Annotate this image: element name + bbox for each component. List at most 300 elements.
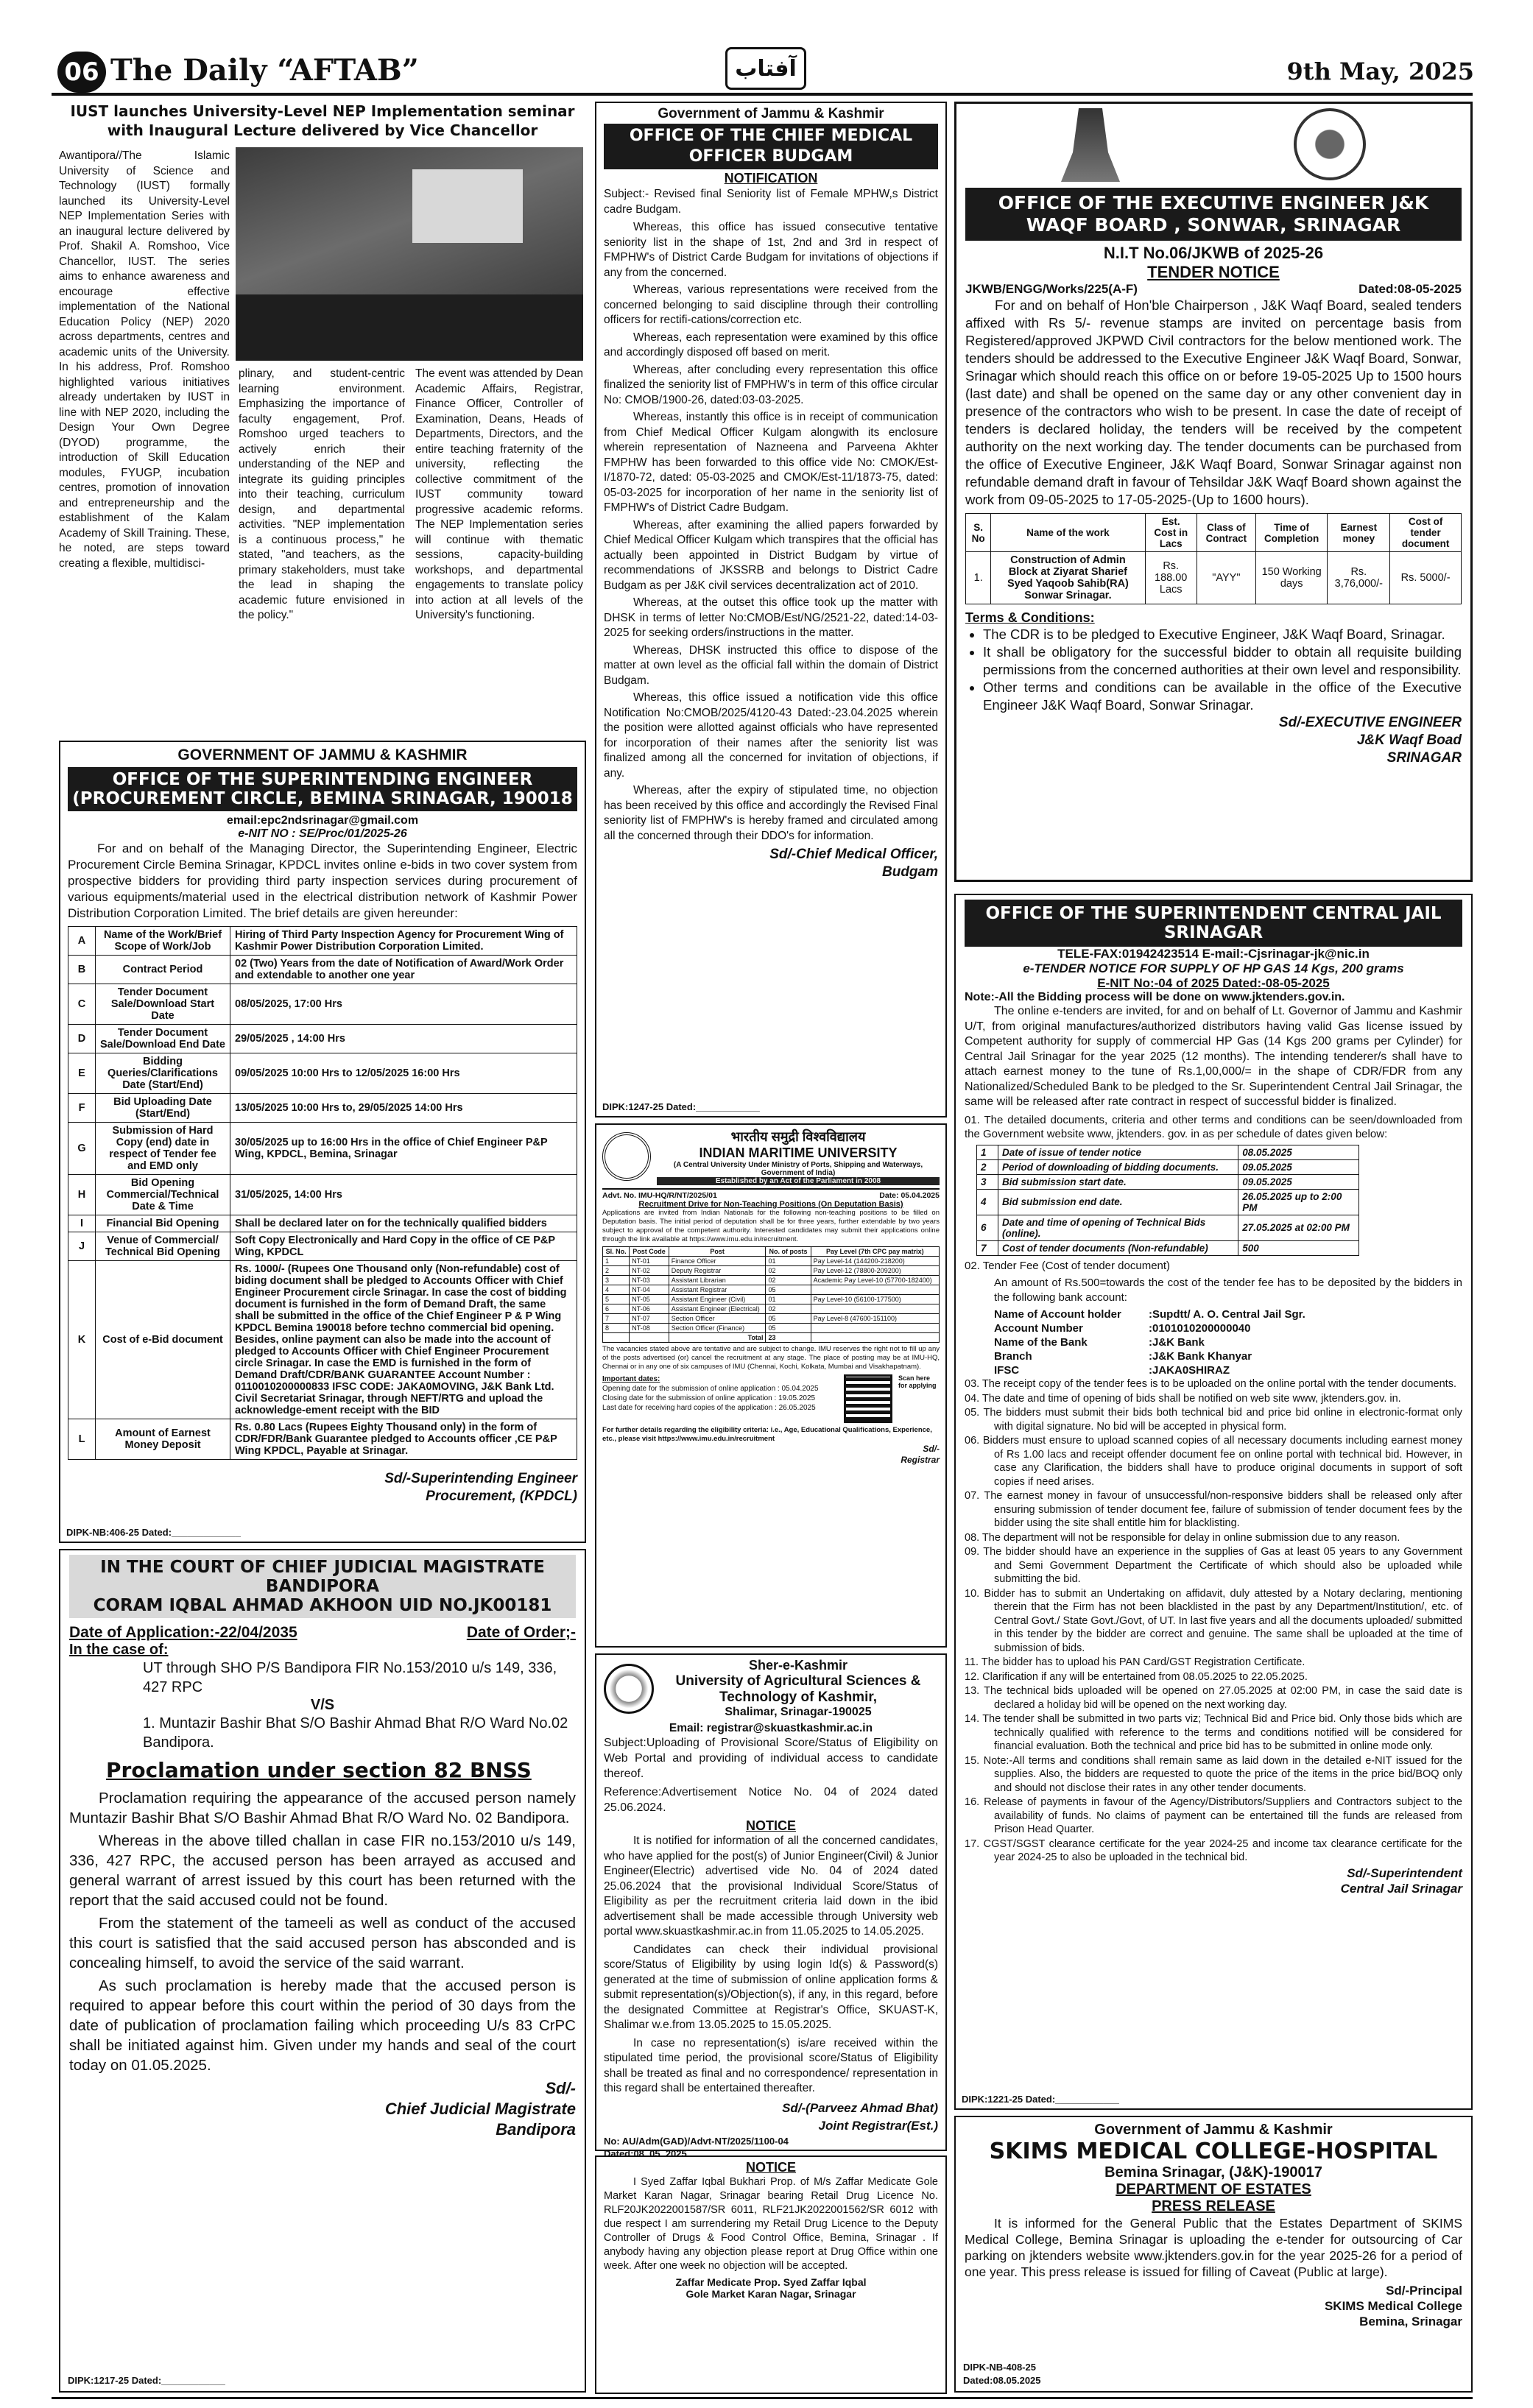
waqf-cell: "AYY" [1197, 552, 1255, 604]
imu-qr-text: Scan here for applying [898, 1374, 937, 1389]
jail-clause: 08. The department will not be responsible for delay in online submission due to any reason. [965, 1531, 1400, 1544]
jail-note: Note:-All the Bidding process will be done on www.jktenders.gov.in. [965, 991, 1345, 1003]
imu-sub-1: (A Central University Under Ministry of Ports, Shipping and Waterways, Government of India) [673, 1161, 923, 1177]
jail-clause-02b: An amount of Rs.500=towards the cost of the tender fee has to be deposited by the bidders in the following bank account: [994, 1277, 1462, 1304]
jail-date-cell: 09.05.2025 [1238, 1159, 1359, 1174]
jail-clause: 14. The tender shall be submitted in two parts viz; Technical Bid and Price bid. Only those bids which are technically qualified with reference to the terms and conditions notified will be considered for financial evaluation. Both the technical and price bid has to be submitted in online mode only. [965, 1713, 1462, 1752]
court-sig-2: Bandipora [496, 2120, 576, 2139]
imu-cell: 02 [766, 1276, 811, 1285]
se-row-value: Rs. 1000/- (Rupees One Thousand only (Non-refundable) cost of biding document shall be pledged to Accounts Officer with Chief Engineer Procurement circle Srinagar. In case the cost of bidding document is furnished in the form of Demand Draft, the same shall be submitted in the office of the Chief Engineer P & P Wing KPDCL Bemina 190018 before techno commercial bid opening. Besides, online payment can also be made into the account of pledged to Accounts Officer with Chief Engineer Procurement circle Srinagar. In case the EMD is furnished in the form of Demand Draft/CDR/BANK GUARANTEE Account Number : 0110010200000833 IFSC CODE: JAKA0MOVING, J&K Bank Ltd. Civil Secretariat Srinagar, through NEFT/RTG and upload the acknowledge-ement receipt with the BID [230, 1261, 577, 1419]
jail-clause: 09. The bidder should have an experience in the supplies of Gas at least 05 years to any Government and Semi Government Department the Certificate of which should also be uploaded while submitting the bid. [965, 1546, 1462, 1585]
jail-date-cell: Cost of tender documents (Non-refundable) [998, 1240, 1238, 1255]
se-table-row [68, 1175, 577, 1215]
cmo-subject: Subject:- Revised final Seniority list of Female MPHW,s District cadre Budgam. [604, 188, 938, 216]
jail-clause: 04. The date and time of opening of bids shall be notified on web site www, jktenders.gov. in. [965, 1392, 1401, 1405]
case-party-1: UT through SHO P/S Bandipora FIR No.153/2010 u/s 149, 336, 427 RPC [143, 1660, 557, 1695]
court-para-2: Whereas in the above tilled challan in case FIR no.153/2010 u/s 149, 336, 427 RPC, the accused person has been arrayed as accused and general warrant of arrest issued by this court has been returned with the report that the said accused could not be found. [69, 1832, 576, 1909]
imu-total-label: Total [669, 1333, 766, 1343]
jail-date-cell: 27.05.2025 at 02:00 PM [1238, 1215, 1359, 1240]
jail-date-row [977, 1145, 1359, 1159]
jail-bank-row [994, 1349, 1462, 1363]
se-title-2: (PROCUREMENT CIRCLE, BEMINA SRINAGAR, 190018 [72, 789, 573, 808]
imu-cell: NT-05 [630, 1295, 669, 1304]
imu-cell: 5 [603, 1295, 630, 1304]
cmo-paragraph: Whereas, various representations were received from the concerned belonging to said discipline through their controlling officers for rectifi-cations/correction etc. [604, 283, 938, 326]
jail-bank-label: IFSC [994, 1364, 1020, 1377]
skuast-header [604, 1658, 938, 1719]
se-row-value: 02 (Two) Years from the date of Notification of Award/Work Order and extendable to another one year [230, 956, 577, 984]
se-row-label: Amount of Earnest Money Deposit [96, 1419, 230, 1460]
jail-date-row [977, 1240, 1359, 1255]
se-table-row [68, 1123, 577, 1175]
skuast-sig-2: Joint Registrar(Est.) [818, 2118, 938, 2133]
bottom-rule [52, 2397, 1473, 2399]
court-title-1: IN THE COURT OF CHIEF JUDICIAL MAGISTRATE BANDIPORA [100, 1558, 545, 1596]
cmo-paragraph: Whereas, each representation were examined by this office and accordingly disposed off based on merit. [604, 331, 938, 359]
se-row-value: Shall be declared later on for the technically qualified bidders [230, 1215, 577, 1232]
imu-cell: NT-07 [630, 1314, 669, 1324]
cmo-paragraph: Whereas, this office has issued consecutive tentative seniority list in the shape of 1st, 2nd and 3rd in respect of FMPHW's of District Carde Budgam for invitations of objections if any from the concerned. [604, 221, 938, 279]
se-row-key: C [68, 984, 96, 1025]
iust-col3: The event was attended by Dean Academic Affairs, Registrar, Finance Officer, Controller of Examination, Deans, Heads of Departments, Directors, and the entire teaching fraternity of the university, reflecting the collective commitment of the IUST community toward progressive academic reforms. The NEP Implementation series will continue with thematic sessions, capacity-building workshops, and departmental engagements to translate policy into action at all levels of the University's functioning. [415, 367, 583, 621]
jail-date-cell: 09.05.2025 [1238, 1174, 1359, 1189]
se-table-row [68, 1215, 577, 1232]
waqf-ref: JKWB/ENGG/Works/225(A-F) [965, 282, 1138, 296]
skuast-logo-icon [604, 1664, 654, 1714]
se-row-label: Bidding Queries/Clarifications Date (Start/End) [96, 1053, 230, 1094]
waqf-sig-2: J&K Waqf Boad [1356, 732, 1462, 748]
jail-dipk: DIPK:1221-25 Dated:____________ [962, 2094, 1119, 2105]
court-para-3: From the statement of the tameeli as well as conduct of the accused this court is satisfied that the said accused person has absconded and is concealing himself, to avoid the service of the said warrant. [69, 1915, 576, 1971]
imu-cell: 05 [766, 1285, 811, 1295]
imu-cell: 05 [766, 1314, 811, 1324]
waqf-table [965, 513, 1462, 604]
skuast-dated: Dated:08 .05 .2025 [604, 2147, 687, 2159]
imu-cell: 4 [603, 1285, 630, 1295]
state-emblem-icon [1061, 108, 1120, 182]
imu-table-row [603, 1285, 940, 1295]
se-intro: For and on behalf of the Managing Director, the Superintending Engineer, Electric Procurement Circle Bemina Srinagar, KPDCL invites online e-bids in two cover system from prospective bidders for providing third party inspection services during procurement of various equipments/material used in the electrical distribution network of Kashmir Power Distribution Corporation Limited. The brief details are given hereunder: [68, 841, 577, 920]
imu-total-value: 23 [766, 1333, 811, 1343]
jail-sig-1: Sd/-Superintendent [1347, 1865, 1462, 1880]
se-table-row [68, 1025, 577, 1053]
jail-clause: 07. The earnest money in favour of unsuccessful/non-responsive bidders shall be released only after ensuring submission of tender document fee, failure of submission of tender document fees by the bidder using the site shall entitle him for blacklisting. [965, 1490, 1462, 1529]
se-title-1: OFFICE OF THE SUPERINTENDING ENGINEER [112, 770, 533, 789]
case-party-2: 1. Muntazir Bashir Bhat S/O Bashir Ahmad Bhat R/O Ward No.02 Bandipora. [143, 1715, 568, 1751]
jail-bank-label: Account Number [994, 1322, 1083, 1335]
jail-clause: 13. The technical bids uploaded will be opened on 27.05.2025 at 02:00 PM, in case the said date is declared a holiday bid will be opened on the next working day. [965, 1685, 1462, 1711]
se-row-key: E [68, 1053, 96, 1094]
imu-intro: Applications are invited from Indian Nationals for the following non-teaching positions to be filled on Deputation basis. The initial period of deputation shall be for three years, further extendable by two years subject to approval of the competent authority. Interested candidates may submit their applications online through the link available at https://www.imu.edu.in/recruitment. [602, 1209, 940, 1243]
imu-table [602, 1246, 940, 1343]
waqf-term: • The CDR is to be pledged to Executive Engineer, J&K Waqf Board, Srinagar. [983, 626, 1462, 643]
imu-date-1: Opening date for the submission of online application : 05.04.2025 [602, 1385, 819, 1393]
imu-advt-no: Advt. No. IMU-HQ/R/NT/2025/01 [602, 1191, 717, 1200]
skims-notice [954, 2116, 1473, 2393]
jail-notice [954, 894, 1473, 2110]
jail-date-row [977, 1215, 1359, 1240]
imu-cell: Assistant Engineer (Electrical) [669, 1304, 766, 1314]
versus: V/S [310, 1697, 335, 1713]
skims-gov: Government of Jammu & Kashmir [1094, 2122, 1333, 2138]
jail-bank-row [994, 1363, 1462, 1377]
cmo-paragraph: Whereas, this office issued a notification vide this office Notification No:CMOB/2025/4120-43 Dated:-23.04.2025 wherein the position were allotted against officials who have represented for incorporation of their names after the seniority list was finalized among all the concerned for invitation of objections, if any. [604, 691, 938, 780]
se-row-label: Tender Document Sale/Download End Date [96, 1025, 230, 1053]
jail-date-cell: 4 [977, 1189, 998, 1215]
court-sig-1: Chief Judicial Magistrate [384, 2100, 576, 2118]
imu-cell: 1 [603, 1257, 630, 1266]
jail-bank-value: :J&K Bank [1149, 1336, 1205, 1349]
imu-col-header: Pay Level (7th CPC pay matrix) [811, 1247, 939, 1257]
cmo-sig-2: Budgam [882, 864, 938, 880]
imu-table-row [603, 1304, 940, 1314]
imu-dates-box [602, 1374, 940, 1423]
se-signature-2: Procurement, (KPDCL) [426, 1489, 577, 1504]
imu-footer: For further details regarding the eligibility criteria: i.e., Age, Educational Qualifications, Experience, etc., please visit https://www.imu.edu.in/recruitment [602, 1426, 932, 1443]
se-table-row [68, 1261, 577, 1419]
jail-title: OFFICE OF THE SUPERINTENDENT CENTRAL JAIL SRINAGAR [965, 900, 1462, 947]
jail-bank-row [994, 1321, 1462, 1335]
se-table-row [68, 956, 577, 984]
jail-clause: 11. The bidder has to upload his PAN Card/GST Registration Certificate. [965, 1656, 1305, 1668]
skuast-para-2: Candidates can check their individual provisional score/Status of Eligibility by using login Id(s) & Password(s) generated at the time of submission of online application forms & submit representation(s)/Objection(s), if any, in this regard, before the designated Committee at Registrar's Office, SKUAST-K, Shalimar w.e.from 13.05.2025 to 15.05.2025. [604, 1943, 938, 2031]
waqf-cell: Rs. 5000/- [1390, 552, 1462, 604]
imu-cell: Section Officer [669, 1314, 766, 1324]
imu-cell: Academic Pay Level-10 (57700-182400) [811, 1276, 939, 1285]
jail-clause: 05. The bidders must submit their bids both technical bid and price bid online in electronic-format only with digital signature. No bid will be accepted in physical form. [965, 1407, 1462, 1433]
imu-cell: Pay Level-14 (144200-218200) [811, 1257, 939, 1266]
drug-sig-1: Zaffar Medicate Prop. Syed Zaffar Iqbal [675, 2276, 867, 2288]
iust-col2: plinary, and student-centric learning environment. Emphasizing the importance of faculty engagement, Prof. Romshoo urged teachers to actively enrich their understanding of the NEP and integrate its guiding principles into their teaching, curriculum design, and departmental activities. "NEP implementation is a continuous process," he stated, "and teachers, as the primary stakeholders, must take the lead in shaping the academic future envisioned in the policy." [239, 367, 405, 621]
waqf-sig-1: Sd/-EXECUTIVE ENGINEER [1278, 715, 1462, 730]
imu-cell [811, 1285, 939, 1295]
imu-cell: NT-06 [630, 1304, 669, 1314]
skims-dipk: DIPK-NB-408-25 [963, 2362, 1036, 2373]
imu-cell: Assistant Librarian [669, 1276, 766, 1285]
imu-cell: 01 [766, 1257, 811, 1266]
skuast-name-2: University of Agricultural Sciences & Technology of Kashmir, [675, 1673, 921, 1705]
se-gov: GOVERNMENT OF JAMMU & KASHMIR [177, 746, 468, 763]
imu-cell: 3 [603, 1276, 630, 1285]
jail-clause-02: 02. Tender Fee (Cost of tender document) [965, 1259, 1171, 1272]
jail-date-cell: 3 [977, 1174, 998, 1189]
imu-dates-head: Important dates: [602, 1375, 660, 1383]
se-row-value: 09/05/2025 10:00 Hrs to 12/05/2025 16:00 Hrs [230, 1053, 577, 1094]
jail-date-cell: Date of issue of tender notice [998, 1145, 1238, 1159]
se-row-key: G [68, 1123, 96, 1175]
jail-enit: E-NIT No:-04 of 2025 Dated:-08-05-2025 [1097, 976, 1330, 990]
cmo-paragraph: Whereas, after concluding every representation this office finalized the seniority list of FMPHW's in term of this office circular No: CMOB/1900-26, dated:03-03-2025. [604, 363, 938, 406]
imu-cell: Deputy Registrar [669, 1266, 766, 1276]
iust-col1: Awantipora//The Islamic University of Science and Technology (IUST) formally launched its University-Level NEP Implementation Series with an inaugural lecture delivered by Prof. Shakil A. Romshoo, Vice Chancellor, IUST. The series aims to enhance awareness and encourage effective implementation of the National Education Policy (NEP) 2020 across departments, centres and academic units of the University. In his address, Prof. Romshoo highlighted various initiatives already undertaken by IUST in line with NEP 2020, including the Design Your Own Degree (DYOD) programme, the introduction of Skill Education modules, FYUGP, incubation centres, promotion of innovation and entrepreneurship and the establishment of the Kalam Academy of Skill Training. These, he noted, are steps toward creating a flexible, multidisci- [59, 149, 230, 570]
jail-bank-label: Branch [994, 1350, 1032, 1363]
skims-title: SKIMS MEDICAL COLLEGE-HOSPITAL [989, 2139, 1438, 2164]
imu-cell: 8 [603, 1324, 630, 1333]
imu-cell: Finance Officer [669, 1257, 766, 1266]
se-row-value: Rs. 0.80 Lacs (Rupees Eighty Thousand only) in the form of CDR/FDR/Bank Guarantee pledged to Accounts officer ,CE P&P Wing KPDCL, Payable at Srinagar. [230, 1419, 577, 1460]
skuast-subject: Subject:Uploading of Provisional Score/Status of Eligibility on Web Portal and providing of individual access to candidate thereof. [604, 1737, 938, 1780]
jail-date-cell: Bid submission end date. [998, 1189, 1238, 1215]
court-para-4: As such proclamation is hereby made that the accused person is required to appear before this court within the period of 30 days from the date of publication of proclamation failing which proceeding U/s 83 CrPC shall be initiated against him. Given under my hands and seal of the court today on 01.05.2025. [69, 1977, 576, 2074]
waqf-col-header: S. No [966, 514, 991, 552]
imu-cell: 01 [766, 1295, 811, 1304]
jail-date-cell: 6 [977, 1215, 998, 1240]
imu-cell: Assistant Engineer (Civil) [669, 1295, 766, 1304]
imu-table-row [603, 1324, 940, 1333]
jail-clause: 03. The receipt copy of the tender fees is to be uploaded on the online portal with the tender documents. [965, 1378, 1456, 1390]
jail-dates-table [976, 1145, 1359, 1256]
skims-sig-3: Bemina, Srinagar [1359, 2315, 1462, 2328]
jail-date-cell: 7 [977, 1240, 998, 1255]
se-row-label: Submission of Hard Copy (end) date in respect of Tender fee and EMD only [96, 1123, 230, 1175]
jail-date-cell: 1 [977, 1145, 998, 1159]
waqf-col-header: Name of the work [991, 514, 1145, 552]
se-row-label: Name of the Work/Brief Scope of Work/Job [96, 927, 230, 956]
skims-release: PRESS RELEASE [1152, 2198, 1275, 2214]
imu-cell: 05 [766, 1324, 811, 1333]
drug-notice-head: NOTICE [745, 2160, 796, 2175]
projector-screen [412, 169, 523, 243]
se-row-key: L [68, 1419, 96, 1460]
skuast-name-1: Sher-e-Kashmir [748, 1658, 848, 1673]
court-title-2: CORAM IQBAL AHMAD AKHOON UID NO.JK00181 [93, 1596, 552, 1615]
iust-photo [236, 147, 583, 361]
se-row-key: F [68, 1094, 96, 1123]
cmo-gov: Government of Jammu & Kashmir [658, 106, 884, 121]
court-para-1: Proclamation requiring the appearance of the accused person namely Muntazir Bashir Bhat S/O Bashir Ahmad Bhat R/O Ward No. 02 Bandipora. [69, 1790, 576, 1826]
se-row-label: Venue of Commercial/ Technical Bid Opening [96, 1232, 230, 1261]
se-table-row [68, 1053, 577, 1094]
se-row-key: K [68, 1261, 96, 1419]
imu-cell: Pay Level-12 (78800-209200) [811, 1266, 939, 1276]
imu-cell: NT-02 [630, 1266, 669, 1276]
jail-clause: 06. Bidders must ensure to upload scanned copies of all necessary documents including earnest money of Rs 1.00 lacs and receipt offender document fee on online portal with technical bid. However, in case any Clarification, the bidders shall have to produce original documents in support of soft copies if need arises. [965, 1435, 1462, 1488]
se-row-label: Financial Bid Opening [96, 1215, 230, 1232]
jail-date-cell: 26.05.2025 up to 2:00 PM [1238, 1189, 1359, 1215]
jail-bank-details [994, 1307, 1462, 1377]
waqf-cell: Construction of Admin Block at Ziyarat Sharief Syed Yaqoob Sahib(RA) Sonwar Srinagar. [991, 552, 1145, 604]
audience [236, 294, 583, 361]
se-nit: e-NIT NO : SE/Proc/01/2025-26 [238, 827, 407, 840]
se-row-key: B [68, 956, 96, 984]
se-row-value: 13/05/2025 10:00 Hrs to, 29/05/2025 14:00 Hrs [230, 1094, 577, 1123]
waqf-term: • It shall be obligatory for the successful bidder to obtain all requisite building permissions from the concerned authorities at their own level and responsibility. [983, 643, 1462, 679]
imu-table-row [603, 1257, 940, 1266]
se-row-value: 31/05/2025, 14:00 Hrs [230, 1175, 577, 1215]
court-dipk: DIPK:1217-25 Dated:____________ [68, 2375, 225, 2386]
cmo-paragraph: Whereas, at the outset this office took up the matter with DHSK in terms of letter No:CMOB/Est/NG/2521-22, dated:14-03-2025 for seeking orders/instructions in the matter. [604, 596, 938, 639]
jail-clause: 15. Note:-All terms and conditions shall remain same as laid down in the detailed e-NIT issued for the supplies. Also, the bidders are requested to quote the price of the items in the price bid/BOQ only and should not disclose their rates in any other tender documents. [965, 1754, 1462, 1794]
cmo-paragraph: Whereas, DHSK instructed this office to dispose of the matter at own level as the official fall within the domain of District Budgam. [604, 643, 938, 687]
skuast-reference: Reference:Advertisement Notice No. 04 of 2024 dated 25.06.2024. [604, 1786, 938, 1814]
se-signature-1: Sd/-Superintending Engineer [384, 1471, 577, 1486]
jail-bank-row [994, 1307, 1462, 1321]
waqf-sig-3: SRINAGAR [1386, 750, 1462, 766]
jail-clause: 17. CGST/SGST clearance certificate for the year 2024-25 and income tax clearance certificate for the year 2024-25 to also be uploaded in the technical bid. [965, 1837, 1462, 1863]
imu-col-header: Post [669, 1247, 766, 1257]
imu-cell [630, 1333, 669, 1343]
jail-clause: 10. Bidder has to submit an Undertaking on affidavit, duly attested by a Notary declaring, mentioning therein that the Firm has not been blacklisted in the past by any Department/Institution/, etc. of Central Govt./ State Govt./Govt, of UT. In last five years and all the documents uploaded/ submitted in this tender by the bidder are correct and genuine. The same shall be uploaded at the time of submission of bids. [965, 1587, 1462, 1654]
waqf-ref-date: Dated:08-05-2025 [1358, 282, 1462, 296]
se-row-value: 08/05/2025, 17:00 Hrs [230, 984, 577, 1025]
imu-cell: Section Officer (Finance) [669, 1324, 766, 1333]
imu-cell: 02 [766, 1304, 811, 1314]
waqf-cell: 150 Working days [1255, 552, 1328, 604]
waqf-col-header: Cost of tender document [1390, 514, 1462, 552]
court-title [69, 1555, 576, 1618]
skims-addr: Bemina Srinagar, (J&K)-190017 [1104, 2164, 1322, 2181]
imu-cell: Pay Level-10 (56100-177500) [811, 1295, 939, 1304]
imu-cell [811, 1333, 939, 1343]
se-row-label: Tender Document Sale/Download Start Date [96, 984, 230, 1025]
drug-notice [595, 2155, 947, 2394]
skuast-email: Email: registrar@skuastkashmir.ac.in [669, 1722, 873, 1734]
waqf-col-header: Time of Completion [1255, 514, 1328, 552]
imu-drive: Recruitment Drive for Non-Teaching Positions (On Deputation Basis) [638, 1200, 903, 1209]
se-row-key: J [68, 1232, 96, 1261]
jail-date-cell: Period of downloading of bidding documents. [998, 1159, 1238, 1174]
se-row-value: 30/05/2025 up to 16:00 Hrs in the office of Chief Engineer P&P Wing, KPDCL, Bemina, Srinagar [230, 1123, 577, 1175]
se-dipk: DIPK-NB:406-25 Dated:_____________ [66, 1527, 242, 1538]
jail-bank-label: Name of Account holder [994, 1308, 1121, 1321]
jail-clause: 16. Release of payments in favour of the Agency/Distributors/Suppliers and Contractors subject to the availability of funds. No claims of payment can be entertained till the funds are released from Prison Head Quarter. [965, 1796, 1462, 1835]
imu-cell: NT-08 [630, 1324, 669, 1333]
cmo-paragraphs [604, 220, 938, 844]
masthead-logo: آفتاب [725, 47, 806, 90]
jail-clauses [965, 1377, 1462, 1865]
skuast-no: No: AU/Adm(GAD)/Advt-NT/2025/1100-04 [604, 2135, 789, 2147]
imu-date-2: Closing date for the submission of online application : 19.05.2025 [602, 1394, 816, 1402]
imu-cell: NT-04 [630, 1285, 669, 1295]
cmo-dipk: DIPK:1247-25 Dated:____________ [602, 1101, 760, 1112]
imu-cell: NT-01 [630, 1257, 669, 1266]
cmo-notice [595, 102, 947, 1118]
waqf-body: For and on behalf of Hon'ble Chairperson , J&K Waqf Board, sealed tenders affixed with Rs 5/- revenue stamps are invited on percentage basis from Registered/approved JKPWD Civil contractors for the below mentioned work. The tenders should be addressed to the Executive Engineer J&K Waqf Board, Sonwar, Srinagar which should reach this office on or before 19-05-2025 Up to 1500 hours (last date) and shall be opened on the same day or any other convenient day in presence of the contractors who wish to be present. In case the date of receipt of tenders is declared holiday, the tenders will be received by the competent authority on the next working day. The tender documents can be purchased from the office of Executive Engineer, J&K Waqf Board, Sonwar Srinagar against non refundable demand draft in favour of Tehsildar J&K Waqf Board shown against the work from 09-05-2025 to 17-05-2025-(Up to 1600 hours). [965, 297, 1462, 507]
drug-body: I Syed Zaffar Iqbal Bukhari Prop. of M/s Zaffar Medicate Gole Market Karan Nagar, Srinagar bearing Retail Drug Licence No. RLF20JK2022001587/SR 6011, RLF21JK2022001562/SR 6012 with due respect I am surrendering my Retail Drug Licence to the Deputy Controller of Drugs & Food Control Office, Bemina, Srinagar . If anybody having any objection please report at Drug Office within one week. After one week no objection will be accepted. [604, 2176, 938, 2272]
skims-dept: DEPARTMENT OF ESTATES [1116, 2181, 1311, 2197]
imu-cell: NT-03 [630, 1276, 669, 1285]
jail-date-cell: 08.05.2025 [1238, 1145, 1359, 1159]
waqf-emblems [965, 108, 1462, 188]
jail-clause-01: 01. The detailed documents, criteria and other terms and conditions can be seen/downloaded from the Government website www, jktenders. gov. in as per schedule of dates given below: [965, 1113, 1462, 1140]
skuast-name-3: Shalimar, Srinagar-190025 [725, 1706, 872, 1718]
se-row-key: A [68, 927, 96, 956]
se-row-label: Bid Uploading Date (Start/End) [96, 1094, 230, 1123]
cmo-paragraph: Whereas, instantly this office is in receipt of communication from Chief Medical Officer Kulgam alongwith its enclosure wherein representation of Nazneena and Parveena Akhter FMPHW has been forwarded to this office vide No: CMOK/Est-I/1870-72, dated: 05-03-2025 and CMOK/Est-11/1873-75, dated: 05-03-2025 for incorporation of her name in the seniority list of FMPHW's of District Cadre Budgam. [604, 411, 938, 514]
waqf-terms-head: Terms & Conditions: [965, 610, 1095, 625]
court-notice [59, 1549, 586, 2393]
imu-cell [811, 1304, 939, 1314]
jail-date-cell: Bid submission start date. [998, 1174, 1238, 1189]
waqf-logo-icon [1294, 108, 1366, 180]
paper-name: The Daily “AFTAB” [110, 53, 419, 88]
jail-bank-value: :J&K Bank Khanyar [1149, 1350, 1252, 1363]
skuast-sig-1: Sd/-(Parveez Ahmad Bhat) [782, 2100, 938, 2115]
cmo-paragraph: Whereas, after the expiry of stipulated time, no objection has been received by this office and accordingly the Revised Final seniority list of FMPHW's is hereby framed and circulated among all the concerned through their DDO's for information. [604, 784, 938, 842]
se-row-label: Bid Opening Commercial/Technical Date & Time [96, 1175, 230, 1215]
imu-note: The vacancies stated above are tentative and are subject to change. IMU reserves the right not to fill up any of the posts advertised (or) cancel the recruitment at any stage. The place of posting may be at IMU-HQ, Chennai or in any one of six campuses of IMU (Chennai, Kochi, Kolkata, Mumbai and Visakhapatnam). [602, 1345, 940, 1371]
waqf-nit: N.I.T No.06/JKWB of 2025-26 [1103, 244, 1324, 262]
imu-col-header: No. of posts [766, 1247, 811, 1257]
waqf-title: OFFICE OF THE EXECUTIVE ENGINEER J&K WAQF BOARD , SONWAR, SRINAGAR [965, 188, 1462, 241]
imu-date-3: Last date for receiving hard copies of the application : 26.05.2025 [602, 1404, 816, 1412]
jail-intro: The online e-tenders are invited, for and on behalf of Lt. Governor of Jammu and Kashmir U/T, from original manufactures/authorized distributors having valid Gas license issued by Competent authority for supply of commercial HP Gas (14 Kgs 200 grams per Cylinder) for Central Jail Srinagar for the year 2025 (12 months). The intending tenderer/s shall have to attach earnest money to the tune of Rs.1,00,000/= in the shape of CDR/FDR from any Nationalized/Scheduled Bank to be pledged to the Sr. Superintendent Central Jail Srinagar, the same will be released after rate contract in respect of successful bidder is finalized. [965, 1005, 1462, 1108]
jail-date-row [977, 1159, 1359, 1174]
imu-header [602, 1128, 940, 1190]
jail-bank-value: :0101010200000040 [1149, 1322, 1251, 1335]
skims-sig-2: SKIMS Medical College [1324, 2299, 1462, 2313]
skims-dipk-date: Dated:08.05.2025 [963, 2375, 1041, 2386]
se-row-label: Contract Period [96, 956, 230, 984]
se-table-row [68, 1419, 577, 1460]
imu-cell: 7 [603, 1314, 630, 1324]
jail-date-cell: 500 [1238, 1240, 1359, 1255]
jail-bank-value: :JAKA0SHIRAZ [1149, 1364, 1230, 1377]
jail-sig-2: Central Jail Srinagar [1340, 1881, 1462, 1896]
court-sig-0: Sd/- [545, 2079, 576, 2097]
jail-bank-row [994, 1335, 1462, 1349]
waqf-term: • Other terms and conditions can be available in the office of the Executive Engineer J&K Waqf Board, Sonwar Srinagar. [983, 679, 1462, 714]
cmo-notification: NOTIFICATION [724, 171, 818, 186]
imu-hindi-name: भारतीय समुद्री विश्वविद्यालय [730, 1129, 866, 1144]
proclamation-title: Proclamation under section 82 BNSS [106, 1758, 532, 1782]
waqf-cell: 1. [966, 552, 991, 604]
iust-article [59, 102, 586, 735]
imu-col-header: Sl. No. [603, 1247, 630, 1257]
imu-cell [811, 1324, 939, 1333]
drug-sig-2: Gole Market Karan Nagar, Srinagar [686, 2288, 856, 2300]
se-table-row [68, 927, 577, 956]
se-row-key: I [68, 1215, 96, 1232]
jail-etender: e-TENDER NOTICE FOR SUPPLY OF HP GAS 14 Kgs, 200 grams [1023, 961, 1404, 975]
imu-col-header: Post Code [630, 1247, 669, 1257]
application-date: Date of Application:-22/04/2035 [69, 1624, 297, 1641]
cmo-sig-1: Sd/-Chief Medical Officer, [769, 847, 938, 862]
se-row-value: Soft Copy Electronically and Hard Copy in the office of CE P&P Wing, KPDCL [230, 1232, 577, 1261]
imu-cell: Assistant Registrar [669, 1285, 766, 1295]
imu-sub-2: Established by an Act of the Parliament in 2008 [657, 1177, 940, 1185]
cmo-paragraph: Whereas, after examining the allied papers forwarded by Chief Medical Officer Kulgam which transpires that the official has actually been appointed in District Budgam by virtue of recommendations of JKSSRB and belongs to District Cadre Budgam as per J&K civil services decentralization act of 2010. [604, 518, 938, 592]
se-row-key: H [68, 1175, 96, 1215]
waqf-col-header: Est. Cost in Lacs [1145, 514, 1197, 552]
iust-headline: IUST launches University-Level NEP Implementation seminar with Inaugural Lecture delivered by Vice Chancellor [70, 102, 575, 139]
imu-sig-2: Registrar [901, 1455, 940, 1465]
jail-bank-label: Name of the Bank [994, 1336, 1088, 1349]
waqf-notice [954, 102, 1473, 882]
imu-cell: 2 [603, 1266, 630, 1276]
imu-sig-1: Sd/- [923, 1444, 940, 1454]
jail-date-cell: Date and time of opening of Technical Bids (online). [998, 1215, 1238, 1240]
se-row-label: Cost of e-Bid document [96, 1261, 230, 1419]
se-title [68, 767, 577, 811]
imu-table-row [603, 1276, 940, 1285]
imu-cell [603, 1333, 630, 1343]
imu-cell: 02 [766, 1266, 811, 1276]
skuast-para-1: It is notified for information of all the concerned candidates, who have applied for the post(s) of Junior Engineer(Civil) & Junior Engineer(Electric) advertised vide No. 04 of 2024 dated 25.06.2024 that the provisional Individual Score/Status of Eligibility as per the recruitment criteria laid down in the ibid advertisement shall be made accessible through University web portal www.skuastkashmir.ac.in from 11.05.2025 to 14.05.2025. [604, 1835, 938, 1938]
jail-date-row [977, 1189, 1359, 1215]
jail-clause: 12. Clarification if any will be entertained from 08.05.2025 to 22.05.2025. [965, 1670, 1308, 1683]
masthead-rule [52, 93, 1473, 96]
imu-table-row [603, 1266, 940, 1276]
case-of-label: In the case of: [69, 1642, 169, 1658]
skuast-notice-head: NOTICE [745, 1818, 796, 1833]
imu-cell: 6 [603, 1304, 630, 1314]
waqf-col-header: Earnest money [1328, 514, 1390, 552]
order-date: Date of Order;- [466, 1624, 576, 1641]
se-notice [59, 741, 586, 1543]
se-table [68, 926, 577, 1460]
waqf-tender: TENDER NOTICE [1147, 263, 1280, 281]
